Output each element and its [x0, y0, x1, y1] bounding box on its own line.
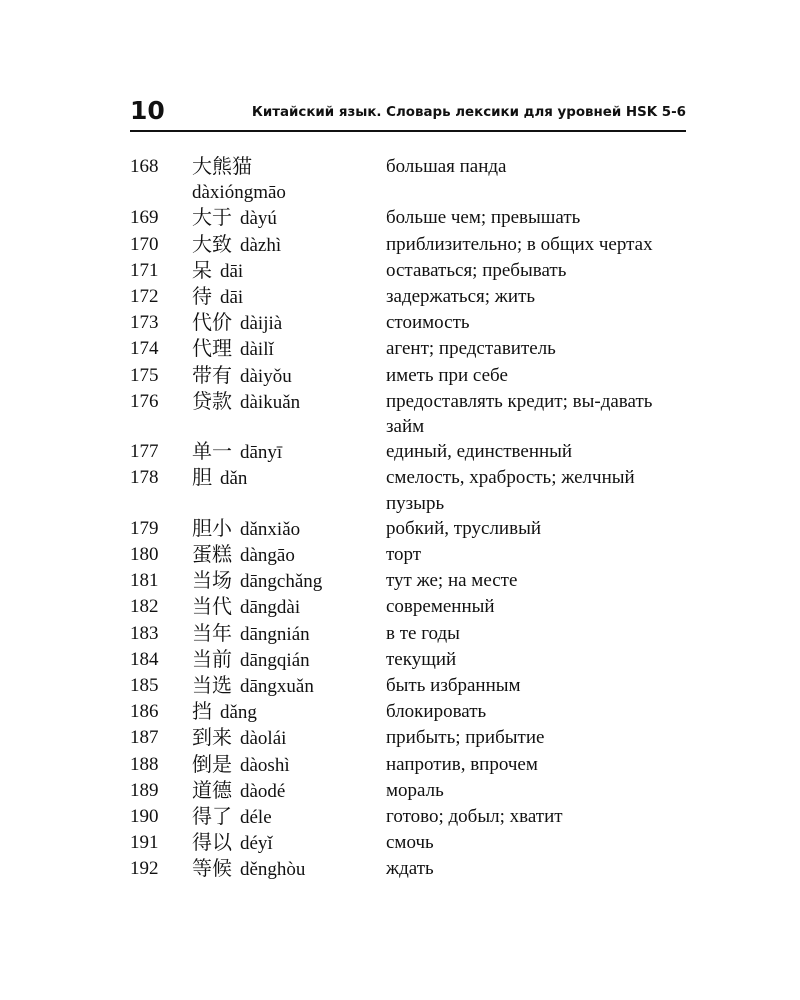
entry-number: 185: [130, 675, 159, 697]
entry-pinyin: dǎnxiǎo: [240, 518, 301, 540]
entry-pinyin: dāi: [220, 287, 244, 309]
entry-headword: [192, 752, 386, 778]
dictionary-entries: [130, 154, 700, 883]
entry-translation: ждать: [386, 858, 434, 880]
entry-translation: в те годы: [386, 622, 460, 644]
entry-number: 186: [130, 701, 159, 723]
entry-pinyin: dàngāo: [240, 545, 295, 567]
entry-pinyin: dānyī: [240, 442, 283, 464]
entry-number: 192: [130, 858, 159, 880]
entry-number: 175: [130, 364, 159, 386]
entry-hanzi: 等候: [192, 856, 232, 881]
page-header: [130, 96, 686, 132]
dictionary-entry: [130, 594, 700, 620]
entry-number: 188: [130, 753, 159, 775]
entry-pinyin: dàolái: [240, 728, 287, 750]
entry-pinyin: dāngdài: [240, 597, 301, 619]
entry-hanzi: 到来: [192, 725, 232, 750]
entry-hanzi: 贷款: [192, 388, 232, 413]
entry-hanzi: 呆: [192, 257, 212, 282]
entry-translation: напротив, впрочем: [386, 753, 538, 775]
dictionary-entry: [130, 389, 700, 439]
entry-translation: большая панда: [386, 156, 507, 177]
entry-headword: [192, 363, 386, 389]
entry-pinyin: dàijià: [240, 313, 283, 335]
entry-translation: торт: [386, 544, 422, 566]
entry-translation: оставаться; пребывать: [386, 259, 567, 281]
entry-hanzi: 得以: [192, 830, 232, 855]
entry-number: 184: [130, 648, 159, 670]
entry-pinyin: dàikuǎn: [240, 391, 301, 413]
entry-pinyin: dāngqián: [240, 649, 310, 671]
entry-headword: [192, 542, 386, 568]
entry-hanzi: 胆小: [192, 515, 232, 540]
entry-translation: тут же; на месте: [386, 570, 518, 592]
entry-hanzi: 道德: [192, 777, 232, 802]
entry-headword: [192, 673, 386, 699]
entry-headword: [192, 830, 386, 856]
entry-pinyin: dàoshì: [240, 754, 290, 776]
entry-hanzi: 得了: [192, 804, 232, 829]
dictionary-entry: [130, 205, 700, 231]
entry-pinyin: děnghòu: [240, 859, 306, 881]
entry-hanzi: 大熊猫: [192, 154, 252, 178]
entry-pinyin: dāngnián: [240, 623, 310, 645]
entry-translation: готово; добыл; хватит: [386, 806, 563, 828]
entry-hanzi: 代理: [192, 336, 232, 361]
dictionary-entry: [130, 647, 700, 673]
entry-number: 190: [130, 806, 159, 828]
entry-translation: прибыть; прибытие: [386, 727, 545, 749]
entry-pinyin: dàilǐ: [240, 339, 274, 361]
dictionary-entry: [130, 258, 700, 284]
entry-hanzi: 当年: [192, 620, 232, 645]
entry-translation: смелость, храбрость; желчный пузырь: [386, 467, 635, 514]
entry-number: 177: [130, 441, 159, 463]
entry-number: 176: [130, 390, 159, 412]
entry-headword: [192, 154, 386, 205]
entry-number: 180: [130, 544, 159, 566]
entry-translation: современный: [386, 596, 495, 618]
entry-headword: [192, 284, 386, 310]
dictionary-entry: [130, 516, 700, 542]
entry-number: 171: [130, 259, 159, 281]
entry-pinyin: déle: [240, 807, 272, 829]
entry-translation: быть избранным: [386, 675, 521, 697]
entry-number: 178: [130, 467, 159, 489]
dictionary-entry: [130, 621, 700, 647]
entry-hanzi: 当场: [192, 568, 232, 593]
entry-translation: больше чем; превышать: [386, 207, 581, 229]
entry-headword: [192, 465, 386, 491]
entry-number: 181: [130, 570, 159, 592]
entry-pinyin: dàyú: [240, 208, 277, 230]
entry-number: 173: [130, 312, 159, 334]
dictionary-entry: [130, 465, 700, 515]
entry-hanzi: 大于: [192, 205, 232, 230]
entry-translation: мораль: [386, 779, 444, 801]
entry-translation: стоимость: [386, 312, 470, 334]
entry-pinyin: dàzhì: [240, 234, 282, 256]
dictionary-entry: [130, 673, 700, 699]
entry-pinyin: dāi: [220, 260, 244, 282]
entry-translation: предоставлять кредит; вы-давать займ: [386, 390, 653, 438]
entry-headword: [192, 232, 386, 258]
entry-hanzi: 当代: [192, 594, 232, 619]
entry-translation: робкий, трусливый: [386, 517, 542, 539]
dictionary-entry: [130, 699, 700, 725]
entry-hanzi: 蛋糕: [192, 542, 232, 567]
entry-translation: текущий: [386, 648, 457, 670]
dictionary-entry: [130, 336, 700, 362]
entry-number: 183: [130, 622, 159, 644]
dictionary-entry: [130, 830, 700, 856]
entry-headword: [192, 594, 386, 620]
entry-headword: [192, 725, 386, 751]
entry-translation: агент; представитель: [386, 338, 556, 360]
entry-hanzi: 挡: [192, 699, 212, 724]
entry-headword: [192, 778, 386, 804]
entry-pinyin: déyǐ: [240, 833, 273, 855]
entry-hanzi: 带有: [192, 362, 232, 387]
dictionary-entry: [130, 804, 700, 830]
entry-number: 187: [130, 727, 159, 749]
entry-headword: [192, 336, 386, 362]
dictionary-entry: [130, 284, 700, 310]
entry-headword: [192, 856, 386, 882]
entry-number: 182: [130, 596, 159, 618]
entry-pinyin: dàodé: [240, 780, 286, 802]
entry-hanzi: 当前: [192, 646, 232, 671]
entry-number: 169: [130, 207, 159, 229]
entry-pinyin: dàiyǒu: [240, 365, 292, 387]
dictionary-entry: [130, 363, 700, 389]
entry-hanzi: 待: [192, 284, 212, 309]
page-number: 10: [130, 96, 165, 125]
dictionary-entry: [130, 310, 700, 336]
entry-translation: иметь при себе: [386, 364, 508, 386]
entry-translation: блокировать: [386, 701, 487, 723]
entry-pinyin: dàxióngmāo: [192, 182, 286, 204]
entry-headword: [192, 568, 386, 594]
entry-hanzi: 倒是: [192, 751, 232, 776]
entry-hanzi: 大致: [192, 231, 232, 256]
entry-hanzi: 单一: [192, 439, 232, 464]
entry-translation: единый, единственный: [386, 441, 573, 463]
dictionary-entry: [130, 725, 700, 751]
entry-number: 170: [130, 233, 159, 255]
entry-number: 191: [130, 832, 159, 854]
entry-headword: [192, 699, 386, 725]
entry-headword: [192, 205, 386, 231]
dictionary-entry: [130, 752, 700, 778]
entry-hanzi: 当选: [192, 673, 232, 698]
entry-hanzi: 代价: [192, 310, 232, 335]
entry-headword: [192, 258, 386, 284]
entry-pinyin: dǎng: [220, 702, 257, 724]
entry-pinyin: dǎn: [220, 468, 248, 490]
entry-headword: [192, 310, 386, 336]
dictionary-entry: [130, 542, 700, 568]
entry-translation: смочь: [386, 832, 434, 854]
entry-number: 179: [130, 517, 159, 539]
entry-headword: [192, 516, 386, 542]
dictionary-entry: [130, 232, 700, 258]
dictionary-entry: [130, 568, 700, 594]
entry-number: 172: [130, 286, 159, 308]
dictionary-entry: [130, 778, 700, 804]
entry-pinyin: dāngchǎng: [240, 571, 323, 593]
entry-pinyin: dāngxuǎn: [240, 676, 314, 698]
entry-headword: [192, 804, 386, 830]
entry-number: 174: [130, 338, 159, 360]
dictionary-entry: [130, 154, 700, 205]
dictionary-entry: [130, 856, 700, 882]
running-title: Китайский язык. Словарь лексики для уровней HSK 5-6: [251, 105, 686, 120]
entry-number: 189: [130, 779, 159, 801]
entry-translation: приблизительно; в общих чертах: [386, 233, 653, 255]
entry-hanzi: 胆: [192, 465, 212, 490]
entry-headword: [192, 621, 386, 647]
entry-translation: задержаться; жить: [386, 286, 536, 308]
entry-number: 168: [130, 156, 159, 177]
dictionary-entry: [130, 439, 700, 465]
entry-headword: [192, 389, 386, 415]
entry-headword: [192, 647, 386, 673]
entry-headword: [192, 439, 386, 465]
